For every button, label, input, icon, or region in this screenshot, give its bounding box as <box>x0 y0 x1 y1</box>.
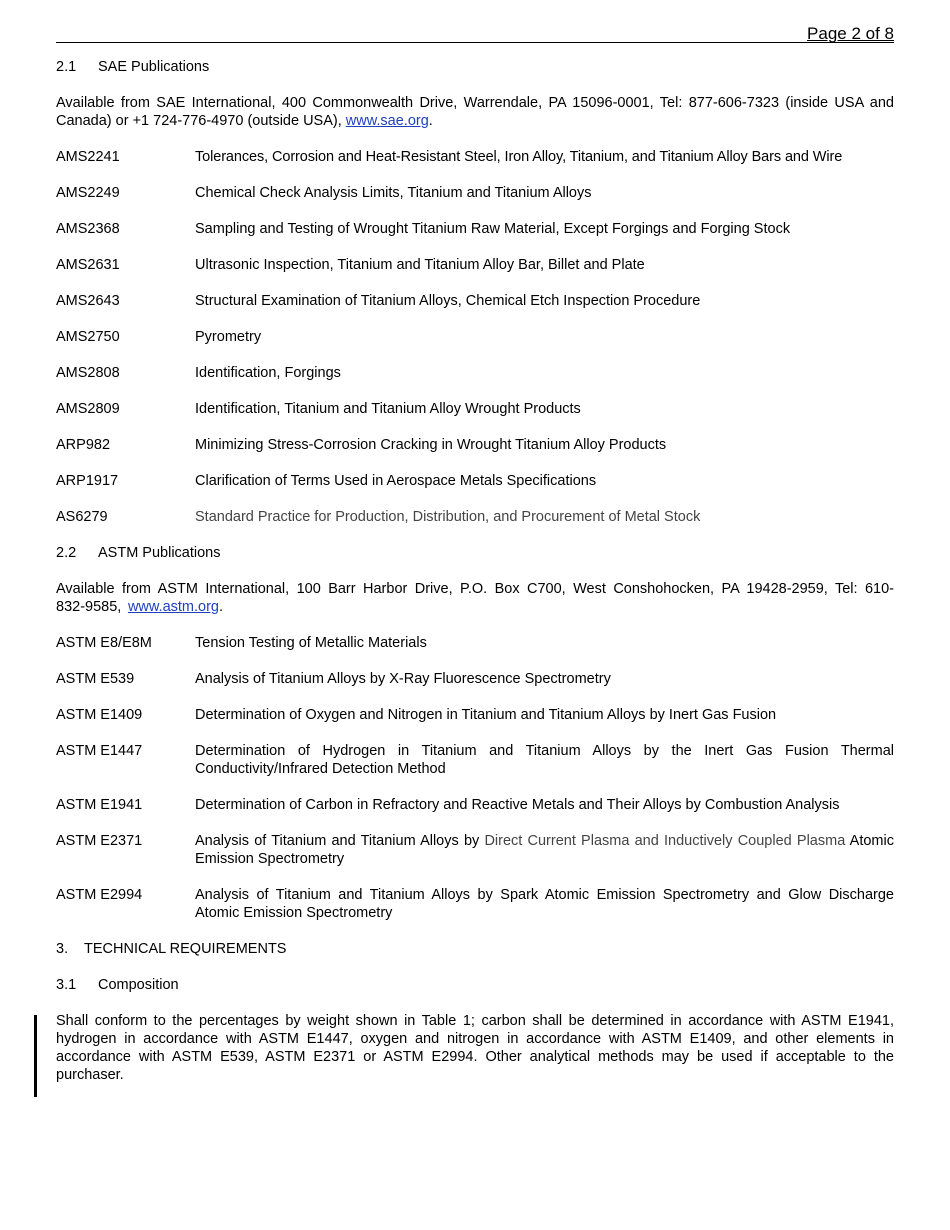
reference-code: ASTM E2371 <box>56 833 143 849</box>
period: . <box>428 113 433 129</box>
reference-code: ASTM E539 <box>56 671 135 687</box>
reference-code: AMS2809 <box>56 401 120 417</box>
reference-code: AMS2249 <box>56 185 120 201</box>
reference-title: Clarification of Terms Used in Aerospace Metals Specifications <box>195 473 597 489</box>
reference-row <box>56 184 894 202</box>
reference-code: ASTM E8/E8M <box>56 635 152 651</box>
section-3-1-heading <box>56 976 894 994</box>
section-2-1-heading <box>56 58 894 76</box>
astm-availability-paragraph <box>56 580 894 616</box>
section-title: ASTM Publications <box>98 545 221 561</box>
reference-title-part: Atomic Emission Spectrometry <box>195 833 894 867</box>
reference-row <box>56 832 894 868</box>
composition-paragraph: Shall conform to the percentages by weight shown in Table 1; carbon shall be determined in accordance with ASTM E1941, hydrogen in accordance with ASTM E1447, oxygen and nitrogen in accordance with ASTM E1409, and other elements in accordance with ASTM E539, ASTM E2371 or ASTM E2994. Other analytical methods may be used if acceptable to the purchaser. <box>56 1013 894 1083</box>
reference-title-part: Direct Current Plasma and Inductively Coupled Plasma <box>484 833 846 849</box>
reference-title <box>195 832 894 868</box>
reference-title: Standard Practice for Production, Distribution, and Procurement of Metal Stock <box>195 509 701 525</box>
reference-code: AMS2808 <box>56 365 120 381</box>
reference-code: ARP1917 <box>56 473 119 489</box>
section-title: TECHNICAL REQUIREMENTS <box>84 941 287 957</box>
reference-code: ASTM E1447 <box>56 743 143 759</box>
sae-website-link[interactable]: www.sae.org <box>345 113 429 129</box>
reference-row <box>56 508 894 526</box>
reference-row <box>56 472 894 490</box>
reference-title: Ultrasonic Inspection, Titanium and Titanium Alloy Bar, Billet and Plate <box>195 257 645 273</box>
reference-row <box>56 148 894 166</box>
reference-code: ASTM E2994 <box>56 887 143 903</box>
reference-code: AMS2750 <box>56 329 120 345</box>
reference-title: Determination of Oxygen and Nitrogen in Titanium and Titanium Alloys by Inert Gas Fusion <box>195 707 777 723</box>
sae-availability-text: Available from SAE International, 400 Commonwealth Drive, Warrendale, PA 15096-0001, Tel: 877-606-7323 (inside USA and Canada) or +1 724-776-4970 (outside USA), <box>56 95 894 129</box>
section-title: SAE Publications <box>98 59 210 75</box>
reference-title: Analysis of Titanium and Titanium Alloys by Spark Atomic Emission Spectrometry and Glow Discharge Atomic Emission Spectrometry <box>195 887 894 921</box>
reference-code: AMS2631 <box>56 257 120 273</box>
reference-title-part: Analysis of Titanium and Titanium Alloys by <box>195 833 485 849</box>
sae-availability-paragraph <box>56 94 894 130</box>
page-number: Page 2 of 8 <box>807 24 894 43</box>
reference-row <box>56 364 894 382</box>
section-number: 2.2 <box>56 545 77 561</box>
reference-title: Structural Examination of Titanium Alloys, Chemical Etch Inspection Procedure <box>195 293 701 309</box>
reference-row <box>56 292 894 310</box>
reference-row <box>56 634 894 652</box>
reference-row <box>56 886 894 922</box>
reference-code: AS6279 <box>56 509 108 525</box>
astm-availability-text: Available from ASTM International, 100 Barr Harbor Drive, P.O. Box C700, West Conshohocken, PA 19428-2959, Tel: 610-832-9585, <box>56 581 894 615</box>
section-number: 2.1 <box>56 59 77 75</box>
reference-code: ASTM E1941 <box>56 797 143 813</box>
reference-row <box>56 436 894 454</box>
reference-title: Minimizing Stress-Corrosion Cracking in Wrought Titanium Alloy Products <box>195 437 667 453</box>
reference-code: ARP982 <box>56 437 111 453</box>
page-header <box>56 24 894 43</box>
reference-title: Analysis of Titanium Alloys by X-Ray Fluorescence Spectrometry <box>195 671 611 687</box>
reference-row <box>56 328 894 346</box>
reference-row <box>56 400 894 418</box>
reference-title: Determination of Carbon in Refractory and Reactive Metals and Their Alloys by Combustion Analysis <box>195 797 840 813</box>
reference-code: ASTM E1409 <box>56 707 143 723</box>
reference-row <box>56 796 894 814</box>
reference-title: Identification, Forgings <box>195 365 341 381</box>
reference-title: Chemical Check Analysis Limits, Titanium and Titanium Alloys <box>195 185 592 201</box>
reference-row <box>56 742 894 778</box>
reference-title: Tension Testing of Metallic Materials <box>195 635 427 651</box>
section-number: 3.1 <box>56 977 77 993</box>
reference-title: Tolerances, Corrosion and Heat-Resistant Steel, Iron Alloy, Titanium, and Titanium Alloy Bars and Wire <box>195 149 843 165</box>
reference-title: Sampling and Testing of Wrought Titanium Raw Material, Except Forgings and Forging Stock <box>195 221 791 237</box>
astm-website-link[interactable]: www.astm.org <box>127 599 219 615</box>
reference-code: AMS2368 <box>56 221 120 237</box>
period: . <box>219 599 224 615</box>
document-body <box>56 58 894 1084</box>
reference-row <box>56 220 894 238</box>
reference-row <box>56 670 894 688</box>
reference-title: Pyrometry <box>195 329 262 345</box>
reference-code: AMS2643 <box>56 293 120 309</box>
reference-title: Determination of Hydrogen in Titanium and Titanium Alloys by the Inert Gas Fusion Thermal Conductivity/Infrared Detection Method <box>195 743 894 777</box>
reference-row <box>56 706 894 724</box>
section-2-2-heading <box>56 544 894 562</box>
section-title: Composition <box>98 977 179 993</box>
reference-row <box>56 256 894 274</box>
revision-change-bar <box>34 1015 37 1097</box>
section-3-heading <box>56 940 894 958</box>
reference-code: AMS2241 <box>56 149 120 165</box>
section-number: 3. <box>56 941 69 957</box>
reference-title: Identification, Titanium and Titanium Alloy Wrought Products <box>195 401 581 417</box>
